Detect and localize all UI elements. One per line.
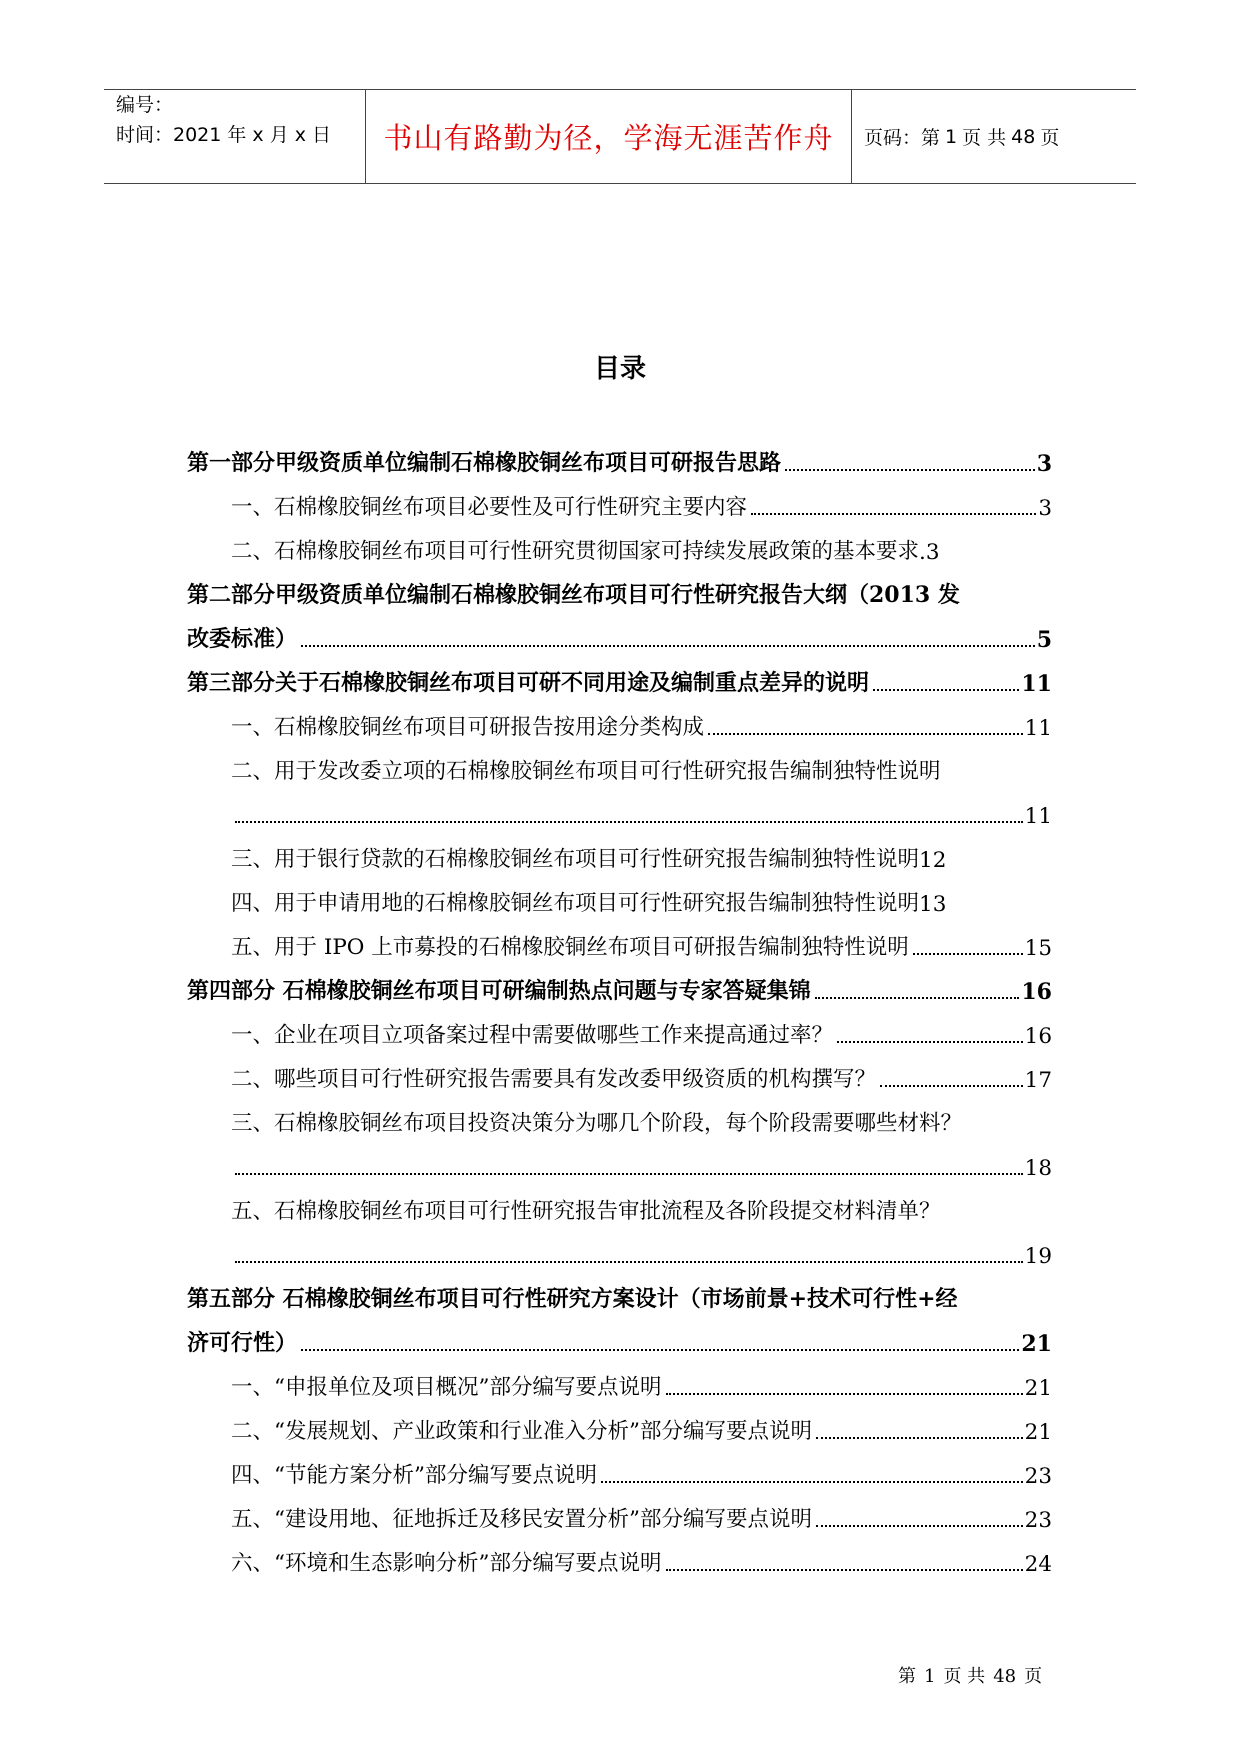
toc-entry[interactable] xyxy=(187,741,1052,785)
toc-page-number: 13 xyxy=(919,892,947,917)
toc-entry-part2-cont[interactable] xyxy=(187,609,1052,653)
toc-entry[interactable] xyxy=(187,1005,1052,1049)
toc-entry[interactable] xyxy=(187,1093,1052,1137)
header-meta xyxy=(104,90,366,183)
footer-pre: 第 xyxy=(898,1666,916,1687)
toc-page-number: 21 xyxy=(1021,1331,1052,1357)
toc-entry-text: 第三部分关于石棉橡胶铜丝布项目可研不同用途及编制重点差异的说明 xyxy=(187,670,870,696)
doc-time-label: 时间：2021 年 x 月 x 日 xyxy=(116,124,332,146)
header-page-label: 页码：第 xyxy=(864,127,941,149)
toc-page-number: 5 xyxy=(1036,627,1052,653)
toc-page-number: 11 xyxy=(1024,716,1052,741)
toc-entry[interactable] xyxy=(187,477,1052,521)
toc-page-number: 15 xyxy=(1024,936,1052,961)
table-of-contents xyxy=(187,433,1052,1577)
toc-entry-text: 二、用于发改委立项的石棉橡胶铜丝布项目可行性研究报告编制独特性说明 xyxy=(231,759,941,784)
toc-entry-part5-cont[interactable] xyxy=(187,1313,1052,1357)
toc-page-number: 24 xyxy=(1024,1552,1052,1577)
toc-entry[interactable] xyxy=(187,829,1052,873)
toc-leader xyxy=(301,645,1035,647)
header-page-mid: 页 共 xyxy=(962,127,1007,149)
toc-page-number: 21 xyxy=(1024,1420,1052,1445)
toc-entry[interactable] xyxy=(187,1049,1052,1093)
toc-page-number: 11 xyxy=(1021,671,1052,697)
toc-entry-text: 第一部分甲级资质单位编制石棉橡胶铜丝布项目可研报告思路 xyxy=(187,450,782,476)
header-page-end: 页 xyxy=(1040,127,1060,149)
toc-page-number: 3 xyxy=(1036,451,1052,477)
toc-leader xyxy=(880,1085,1023,1087)
toc-entry-text: 五、“建设用地、征地拆迁及移民安置分析”部分编写要点说明 xyxy=(231,1507,812,1532)
toc-entry-cont[interactable] xyxy=(187,1137,1052,1181)
footer-end: 页 xyxy=(1024,1666,1043,1687)
header-motto: 书山有路勤为径，学海无涯苦作舟 xyxy=(383,121,834,155)
toc-page-number: .3 xyxy=(919,540,940,565)
toc-entry[interactable] xyxy=(187,521,1052,565)
toc-entry-cont[interactable] xyxy=(187,1225,1052,1269)
header-page-info xyxy=(852,90,1136,183)
page-footer xyxy=(898,1662,1050,1688)
toc-leader xyxy=(235,821,1023,823)
toc-page-number: 12 xyxy=(919,848,947,873)
toc-entry-text: 二、“发展规划、产业政策和行业准入分析”部分编写要点说明 xyxy=(231,1419,812,1444)
toc-entry-part1[interactable] xyxy=(187,433,1052,477)
toc-title: 目录 xyxy=(593,354,646,384)
toc-entry-text: 一、企业在项目立项备案过程中需要做哪些工作来提高通过率？ xyxy=(231,1023,834,1048)
toc-entry[interactable] xyxy=(187,1533,1052,1577)
footer-current: 1 xyxy=(924,1666,936,1687)
toc-entry-text: 六、“环境和生态影响分析”部分编写要点说明 xyxy=(231,1551,662,1576)
toc-page-number: 3 xyxy=(1038,496,1052,521)
toc-entry-text: 五、石棉橡胶铜丝布项目可行性研究报告审批流程及各阶段提交材料清单？ xyxy=(231,1199,941,1224)
toc-page-number: 16 xyxy=(1021,979,1052,1005)
toc-page-number: 11 xyxy=(1024,804,1052,829)
toc-page-number: 16 xyxy=(1024,1024,1052,1049)
toc-leader xyxy=(785,469,1035,471)
toc-entry-text: 第四部分 石棉橡胶铜丝布项目可研编制热点问题与专家答疑集锦 xyxy=(187,978,811,1004)
toc-leader xyxy=(601,1481,1023,1483)
footer-total: 48 xyxy=(993,1666,1017,1687)
toc-entry-text: 三、用于银行贷款的石棉橡胶铜丝布项目可行性研究报告编制独特性说明 xyxy=(231,847,920,872)
toc-page-number: 23 xyxy=(1024,1508,1052,1533)
toc-entry-text: 一、“申报单位及项目概况”部分编写要点说明 xyxy=(231,1375,662,1400)
toc-leader xyxy=(837,1041,1023,1043)
page-header xyxy=(104,89,1136,184)
toc-leader xyxy=(816,1525,1023,1527)
toc-entry-text: 一、石棉橡胶铜丝布项目可研报告按用途分类构成 xyxy=(231,715,705,740)
toc-entry-text: 四、“节能方案分析”部分编写要点说明 xyxy=(231,1463,597,1488)
toc-entry[interactable] xyxy=(187,1489,1052,1533)
toc-leader xyxy=(913,953,1023,955)
toc-leader xyxy=(235,1173,1023,1175)
toc-leader xyxy=(873,689,1019,691)
toc-entry[interactable] xyxy=(187,917,1052,961)
toc-entry[interactable] xyxy=(187,1357,1052,1401)
header-page-current: 1 xyxy=(945,125,958,148)
toc-leader xyxy=(301,1349,1019,1351)
toc-entry-text: 一、石棉橡胶铜丝布项目必要性及可行性研究主要内容 xyxy=(231,495,748,520)
toc-entry-cont[interactable] xyxy=(187,785,1052,829)
toc-leader xyxy=(235,1261,1023,1263)
toc-entry[interactable] xyxy=(187,1401,1052,1445)
footer-mid: 页 共 xyxy=(943,1666,986,1687)
toc-leader xyxy=(708,733,1023,735)
toc-entry[interactable] xyxy=(187,697,1052,741)
toc-page-number: 21 xyxy=(1024,1376,1052,1401)
toc-entry[interactable] xyxy=(187,873,1052,917)
toc-entry[interactable] xyxy=(187,1181,1052,1225)
toc-entry-text: 济可行性） xyxy=(187,1330,298,1356)
doc-number-label: 编号： xyxy=(116,94,174,116)
toc-leader xyxy=(751,513,1036,515)
toc-leader xyxy=(815,997,1020,999)
toc-entry-part4[interactable] xyxy=(187,961,1052,1005)
toc-entry-part3[interactable] xyxy=(187,653,1052,697)
toc-page-number: 17 xyxy=(1024,1068,1052,1093)
toc-leader xyxy=(666,1393,1023,1395)
toc-entry-text: 改委标准） xyxy=(187,626,298,652)
toc-entry-text: 五、用于 IPO 上市募投的石棉橡胶铜丝布项目可研报告编制独特性说明 xyxy=(231,935,909,960)
toc-leader xyxy=(816,1437,1023,1439)
toc-page-number: 18 xyxy=(1024,1156,1052,1181)
toc-entry-text: 二、哪些项目可行性研究报告需要具有发改委甲级资质的机构撰写？ xyxy=(231,1067,877,1092)
toc-page-number: 19 xyxy=(1024,1244,1052,1269)
toc-entry-part2[interactable] xyxy=(187,565,1052,609)
toc-leader xyxy=(666,1569,1023,1571)
toc-entry-text: 三、石棉橡胶铜丝布项目投资决策分为哪几个阶段，每个阶段需要哪些材料？ xyxy=(231,1111,963,1136)
toc-entry-text: 四、用于申请用地的石棉橡胶铜丝布项目可行性研究报告编制独特性说明 xyxy=(231,891,920,916)
toc-page-number: 23 xyxy=(1024,1464,1052,1489)
header-motto-cell xyxy=(366,90,852,183)
toc-entry[interactable] xyxy=(187,1445,1052,1489)
toc-entry-part5[interactable] xyxy=(187,1269,1052,1313)
toc-entry-text: 第五部分 石棉橡胶铜丝布项目可行性研究方案设计（市场前景+技术可行性+经 xyxy=(187,1286,958,1312)
toc-entry-text: 二、石棉橡胶铜丝布项目可行性研究贯彻国家可持续发展政策的基本要求 xyxy=(231,539,920,564)
header-page-total: 48 xyxy=(1011,125,1036,148)
toc-entry-text: 第二部分甲级资质单位编制石棉橡胶铜丝布项目可行性研究报告大纲（2013 发 xyxy=(187,582,960,608)
